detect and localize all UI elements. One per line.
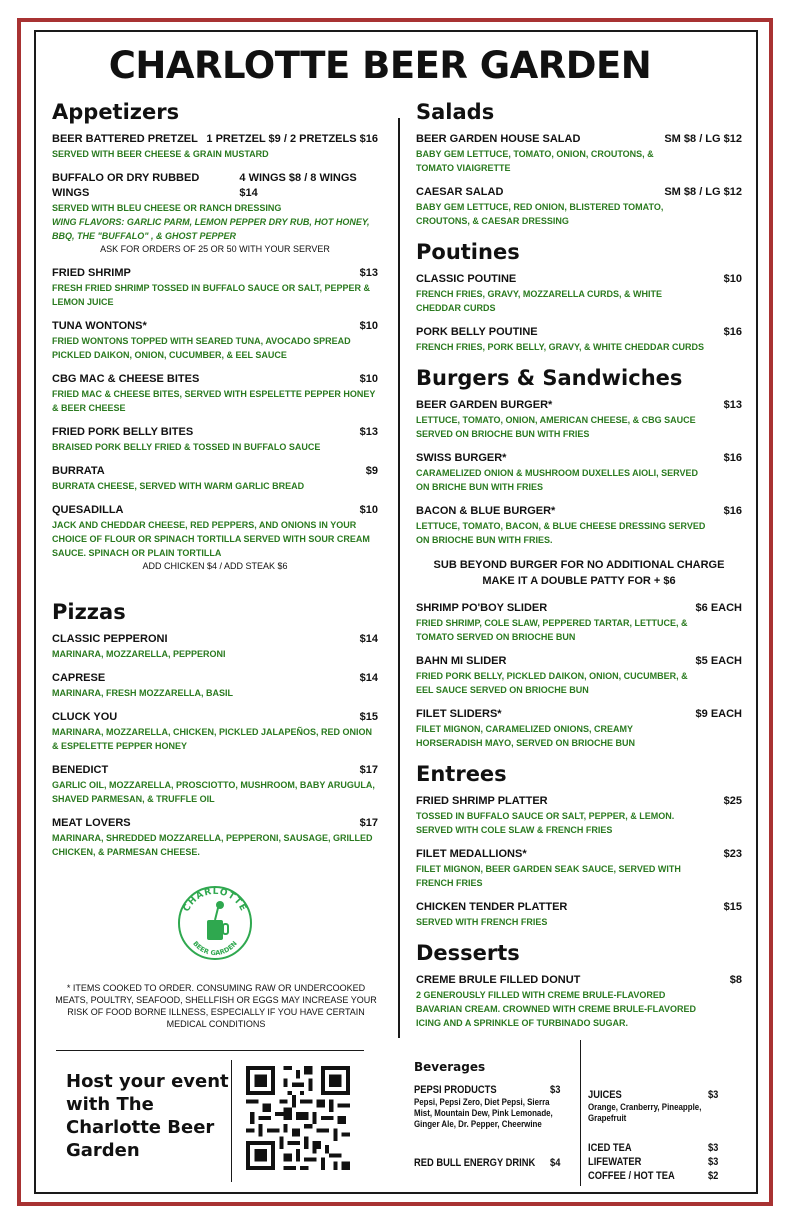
item-price: $10: [359, 373, 378, 385]
appetizers-section: [52, 100, 378, 583]
host-divider: [231, 1060, 232, 1182]
item-name: BENEDICT: [52, 764, 109, 776]
menu-item: [52, 632, 378, 661]
beverage-lifewater: [588, 1156, 718, 1169]
item-name: SWISS BURGER*: [416, 452, 507, 464]
item-name: CAPRESE: [52, 672, 106, 684]
beverage-coffee: [588, 1170, 718, 1183]
beverage-price: $4: [550, 1157, 561, 1169]
item-price: $16: [723, 505, 742, 517]
menu-item: [52, 816, 378, 859]
item-description: FILET MIGNON, CARAMELIZED ONIONS, CREAMY HORSERADISH MAYO, SERVED ON BRIOCHE BUN: [416, 724, 636, 748]
menu-item: [416, 707, 742, 750]
item-name: CLASSIC POUTINE: [416, 273, 517, 285]
beverage-description: Pepsi, Pepsi Zero, Diet Pepsi, Sierra Mist, Mountain Dew, Pink Lemonade, Ginger Ale, Dr. Pepper, Cheerwine: [414, 1097, 553, 1129]
burgers-heading: Burgers & Sandwiches: [416, 366, 683, 390]
item-description: BABY GEM LETTUCE, TOMATO, ONION, CROUTONS, & TOMATO VIAIGRETTE: [416, 149, 654, 173]
menu-item: [52, 425, 378, 454]
menu-item: [416, 794, 742, 837]
svg-text:CHARLOTTE: CHARLOTTE: [181, 886, 249, 914]
beverage-name: RED BULL ENERGY DRINK: [414, 1157, 536, 1169]
item-name: BEER GARDEN HOUSE SALAD: [416, 133, 581, 145]
right-column: [416, 100, 742, 1040]
beverage-pepsi: [414, 1084, 560, 1130]
item-description: MARINARA, SHREDDED MOZZARELLA, PEPPERONI, SAUSAGE, GRILLED CHICKEN, & PARMESAN CHEESE.: [52, 833, 373, 857]
beyond-burger-note: SUB BEYOND BURGER FOR NO ADDITIONAL CHARGE: [433, 559, 725, 571]
item-description: BABY GEM LETTUCE, RED ONION, BLISTERED TOMATO, CROUTONS, & CAESAR DRESSING: [416, 202, 664, 226]
item-name: BEER GARDEN BURGER*: [416, 399, 553, 411]
item-description: MARINARA, FRESH MOZZARELLA, BASIL: [52, 688, 233, 698]
menu-item: [52, 132, 378, 161]
item-name: FRIED SHRIMP PLATTER: [416, 795, 548, 807]
item-name: CAESAR SALAD: [416, 186, 504, 198]
item-name: PORK BELLY POUTINE: [416, 326, 538, 338]
item-description: LETTUCE, TOMATO, ONION, AMERICAN CHEESE, & CBG SAUCE SERVED ON BRIOCHE BUN WITH FRIES: [416, 415, 696, 439]
salads-heading: Salads: [416, 100, 495, 124]
beverage-price: $3: [707, 1156, 719, 1168]
menu-item: [52, 464, 378, 493]
desserts-heading: Desserts: [416, 941, 520, 965]
beverage-price: $2: [707, 1170, 719, 1182]
item-name: QUESADILLA: [52, 504, 124, 516]
item-price: $16: [723, 326, 742, 338]
item-name: BAHN MI SLIDER: [416, 655, 507, 667]
beverages-divider: [580, 1040, 581, 1186]
charlotte-beer-garden-logo: [176, 884, 254, 962]
menu-item: [416, 601, 742, 644]
beverages-heading: Beverages: [414, 1060, 486, 1074]
item-name: FRIED SHRIMP: [52, 267, 131, 279]
menu-item: [416, 272, 742, 315]
item-name: BURRATA: [52, 465, 105, 477]
item-description: MARINARA, MOZZARELLA, PEPPERONI: [52, 649, 226, 659]
item-price: $10: [359, 320, 378, 332]
item-name: FILET SLIDERS*: [416, 708, 502, 720]
beverage-description: Orange, Cranberry, Pineapple, Grapefruit: [588, 1102, 702, 1123]
food-safety-disclaimer: * ITEMS COOKED TO ORDER. CONSUMING RAW OR UNDERCOOKED MEATS, POULTRY, SEAFOOD, SHELLFISH OR EGGS MAY INCREASE YOUR RISK OF FOOD BORNE ILLNESS, ESPECIALLY IF YOU HAVE CERTAIN MEDICAL CONDITIONS: [55, 983, 377, 1029]
item-price: SM $8 / LG $12: [664, 186, 742, 198]
item-price: $10: [723, 273, 742, 285]
divider-line: [56, 1050, 364, 1051]
beverage-name: ICED TEA: [588, 1142, 632, 1154]
item-name: TUNA WONTONS*: [52, 320, 147, 332]
item-name: BUFFALO OR DRY RUBBED WINGS: [52, 172, 200, 199]
item-price: $13: [359, 267, 378, 279]
item-description: FRIED WONTONS TOPPED WITH SEARED TUNA, AVOCADO SPREAD PICKLED DAIKON, ONION, CUCUMBER, & EEL SAUCE: [52, 336, 351, 360]
menu-item: [416, 132, 742, 175]
pizzas-section: [52, 600, 378, 869]
beverage-price: $3: [707, 1089, 719, 1101]
item-price: $5 EACH: [695, 655, 742, 667]
item-note: ADD CHICKEN $4 / ADD STEAK $6: [142, 561, 288, 571]
item-price: $15: [723, 901, 742, 913]
item-price: $13: [723, 399, 742, 411]
item-description: FRENCH FRIES, PORK BELLY, GRAVY, & WHITE CHEDDAR CURDS: [416, 342, 705, 352]
menu-item: [52, 763, 378, 806]
item-description: SERVED WITH BEER CHEESE & GRAIN MUSTARD: [52, 149, 269, 159]
burger-options: [416, 557, 742, 589]
beverage-price: $3: [707, 1142, 719, 1154]
item-price: $9: [365, 465, 378, 477]
menu-item: [52, 319, 378, 362]
beverage-price: $3: [550, 1084, 561, 1096]
item-price: $10: [359, 504, 378, 516]
item-name: CHICKEN TENDER PLATTER: [416, 901, 568, 913]
item-price: $17: [359, 764, 378, 776]
menu-item: [52, 671, 378, 700]
menu-item: [416, 654, 742, 697]
item-description: FRIED MAC & CHEESE BITES, SERVED WITH ESPELETTE PEPPER HONEY & BEER CHEESE: [52, 389, 376, 413]
menu-item: [416, 398, 742, 441]
menu-item: [416, 973, 742, 1030]
pizzas-heading: Pizzas: [52, 600, 126, 624]
item-name: FILET MEDALLIONS*: [416, 848, 527, 860]
item-name: BACON & BLUE BURGER*: [416, 505, 556, 517]
menu-item: [416, 900, 742, 929]
item-price: $17: [359, 817, 378, 829]
item-price: 4 WINGS $8 / 8 WINGS $14: [239, 172, 357, 199]
item-description: 2 GENEROUSLY FILLED WITH CREME BRULE-FLAVORED BAVARIAN CREAM. CROWNED WITH CREME BRULE-FLAVORED ICING AND A SPRINKLE OF TURBINADO SUGAR.: [416, 990, 696, 1028]
item-description: FRENCH FRIES, GRAVY, MOZZARELLA CURDS, & WHITE CHEDDAR CURDS: [416, 289, 662, 313]
item-description: FRESH FRIED SHRIMP TOSSED IN BUFFALO SAUCE OR SALT, PEPPER & LEMON JUICE: [52, 283, 371, 307]
item-description: LETTUCE, TOMATO, BACON, & BLUE CHEESE DRESSING SERVED ON BRIOCHE BUN WITH FRIES.: [416, 521, 706, 545]
menu-item: [52, 266, 378, 309]
appetizers-heading: Appetizers: [52, 100, 180, 124]
entrees-heading: Entrees: [416, 762, 507, 786]
item-name: FRIED PORK BELLY BITES: [52, 426, 194, 438]
item-price: $14: [359, 633, 378, 645]
item-price: $8: [729, 974, 742, 986]
beverage-redbull: [414, 1157, 560, 1170]
item-description: BRAISED PORK BELLY FRIED & TOSSED IN BUFFALO SAUCE: [52, 442, 321, 452]
item-description: TOSSED IN BUFFALO SAUCE OR SALT, PEPPER, & LEMON. SERVED WITH COLE SLAW & FRENCH FRIES: [416, 811, 675, 835]
item-name: SHRIMP PO'BOY SLIDER: [416, 602, 548, 614]
item-price: $6 EACH: [695, 602, 742, 614]
menu-item: [416, 185, 742, 228]
item-name: MEAT LOVERS: [52, 817, 131, 829]
item-description: SERVED WITH BLEU CHEESE OR RANCH DRESSING: [52, 203, 282, 213]
item-description: CARAMELIZED ONION & MUSHROOM DUXELLES AIOLI, SERVED ON BRICHE BUN WITH FRIES: [416, 468, 699, 492]
column-divider: [398, 118, 400, 1038]
item-description: SERVED WITH FRENCH FRIES: [416, 917, 548, 927]
item-price: SM $8 / LG $12: [664, 133, 742, 145]
wing-flavors: WING FLAVORS: GARLIC PARM, LEMON PEPPER DRY RUB, HOT HONEY, BBQ, THE "BUFFALO" , & GHOST PEPPER: [52, 217, 370, 241]
item-price: $9 EACH: [695, 708, 742, 720]
item-price: $13: [359, 426, 378, 438]
beverage-name: COFFEE / HOT TEA: [588, 1170, 675, 1182]
item-name: BEER BATTERED PRETZEL: [52, 133, 198, 145]
item-price: 1 PRETZEL $9 / 2 PRETZELS $16: [206, 133, 378, 145]
item-description: MARINARA, MOZZARELLA, CHICKEN, PICKLED JALAPEÑOS, RED ONION & ESPELETTE PEPPER HONEY: [52, 727, 373, 751]
item-price: $16: [723, 452, 742, 464]
item-name: CBG MAC & CHEESE BITES: [52, 373, 200, 385]
menu-item: [52, 372, 378, 415]
item-description: GARLIC OIL, MOZZARELLA, PROSCIOTTO, MUSHROOM, BABY ARUGULA, SHAVED PARMESAN, & TRUFFLE OIL: [52, 780, 375, 804]
menu-item: [416, 451, 742, 494]
menu-title: CHARLOTTE BEER GARDEN: [108, 44, 652, 87]
item-description: FRIED PORK BELLY, PICKLED DAIKON, ONION, CUCUMBER, & EEL SAUCE SERVED ON BRIOCHE BUN: [416, 671, 688, 695]
beverage-name: PEPSI PRODUCTS: [414, 1084, 497, 1096]
menu-item: [52, 171, 378, 256]
item-description: FILET MIGNON, BEER GARDEN SEAK SAUCE, SERVED WITH FRENCH FRIES: [416, 864, 681, 888]
menu-item: [416, 847, 742, 890]
item-price: $25: [723, 795, 742, 807]
menu-item: [416, 325, 742, 354]
item-price: $15: [359, 711, 378, 723]
host-event-text: Host your event with The Charlotte Beer Garden: [66, 1071, 229, 1161]
double-patty-note: MAKE IT A DOUBLE PATTY FOR + $6: [482, 575, 676, 587]
qr-code[interactable]: [246, 1066, 350, 1170]
beverage-name: LIFEWATER: [588, 1156, 642, 1168]
poutines-heading: Poutines: [416, 240, 520, 264]
menu-item: [52, 710, 378, 753]
beverage-name: JUICES: [588, 1089, 622, 1101]
svg-text:BEER GARDEN: BEER GARDEN: [191, 939, 239, 958]
item-name: CREME BRULE FILLED DONUT: [416, 974, 581, 986]
beverage-iced-tea: [588, 1142, 718, 1155]
menu-item: [52, 503, 378, 573]
menu-item: [416, 504, 742, 547]
item-description: JACK AND CHEDDAR CHEESE, RED PEPPERS, AND ONIONS IN YOUR CHOICE OF FLOUR OR SPINACH TORTILLA SERVED WITH SOUR CREAM SAUCE. SPINACH OR PLAIN TORTILLA: [52, 520, 370, 558]
item-name: CLASSIC PEPPERONI: [52, 633, 168, 645]
item-description: BURRATA CHEESE, SERVED WITH WARM GARLIC BREAD: [52, 481, 305, 491]
item-price: $23: [723, 848, 742, 860]
item-note: ASK FOR ORDERS OF 25 OR 50 WITH YOUR SERVER: [100, 244, 330, 254]
item-description: FRIED SHRIMP, COLE SLAW, PEPPERED TARTAR, LETTUCE, & TOMATO SERVED ON BRIOCHE BUN: [416, 618, 688, 642]
item-name: CLUCK YOU: [52, 711, 118, 723]
item-price: $14: [359, 672, 378, 684]
beverage-juices: [588, 1089, 718, 1124]
